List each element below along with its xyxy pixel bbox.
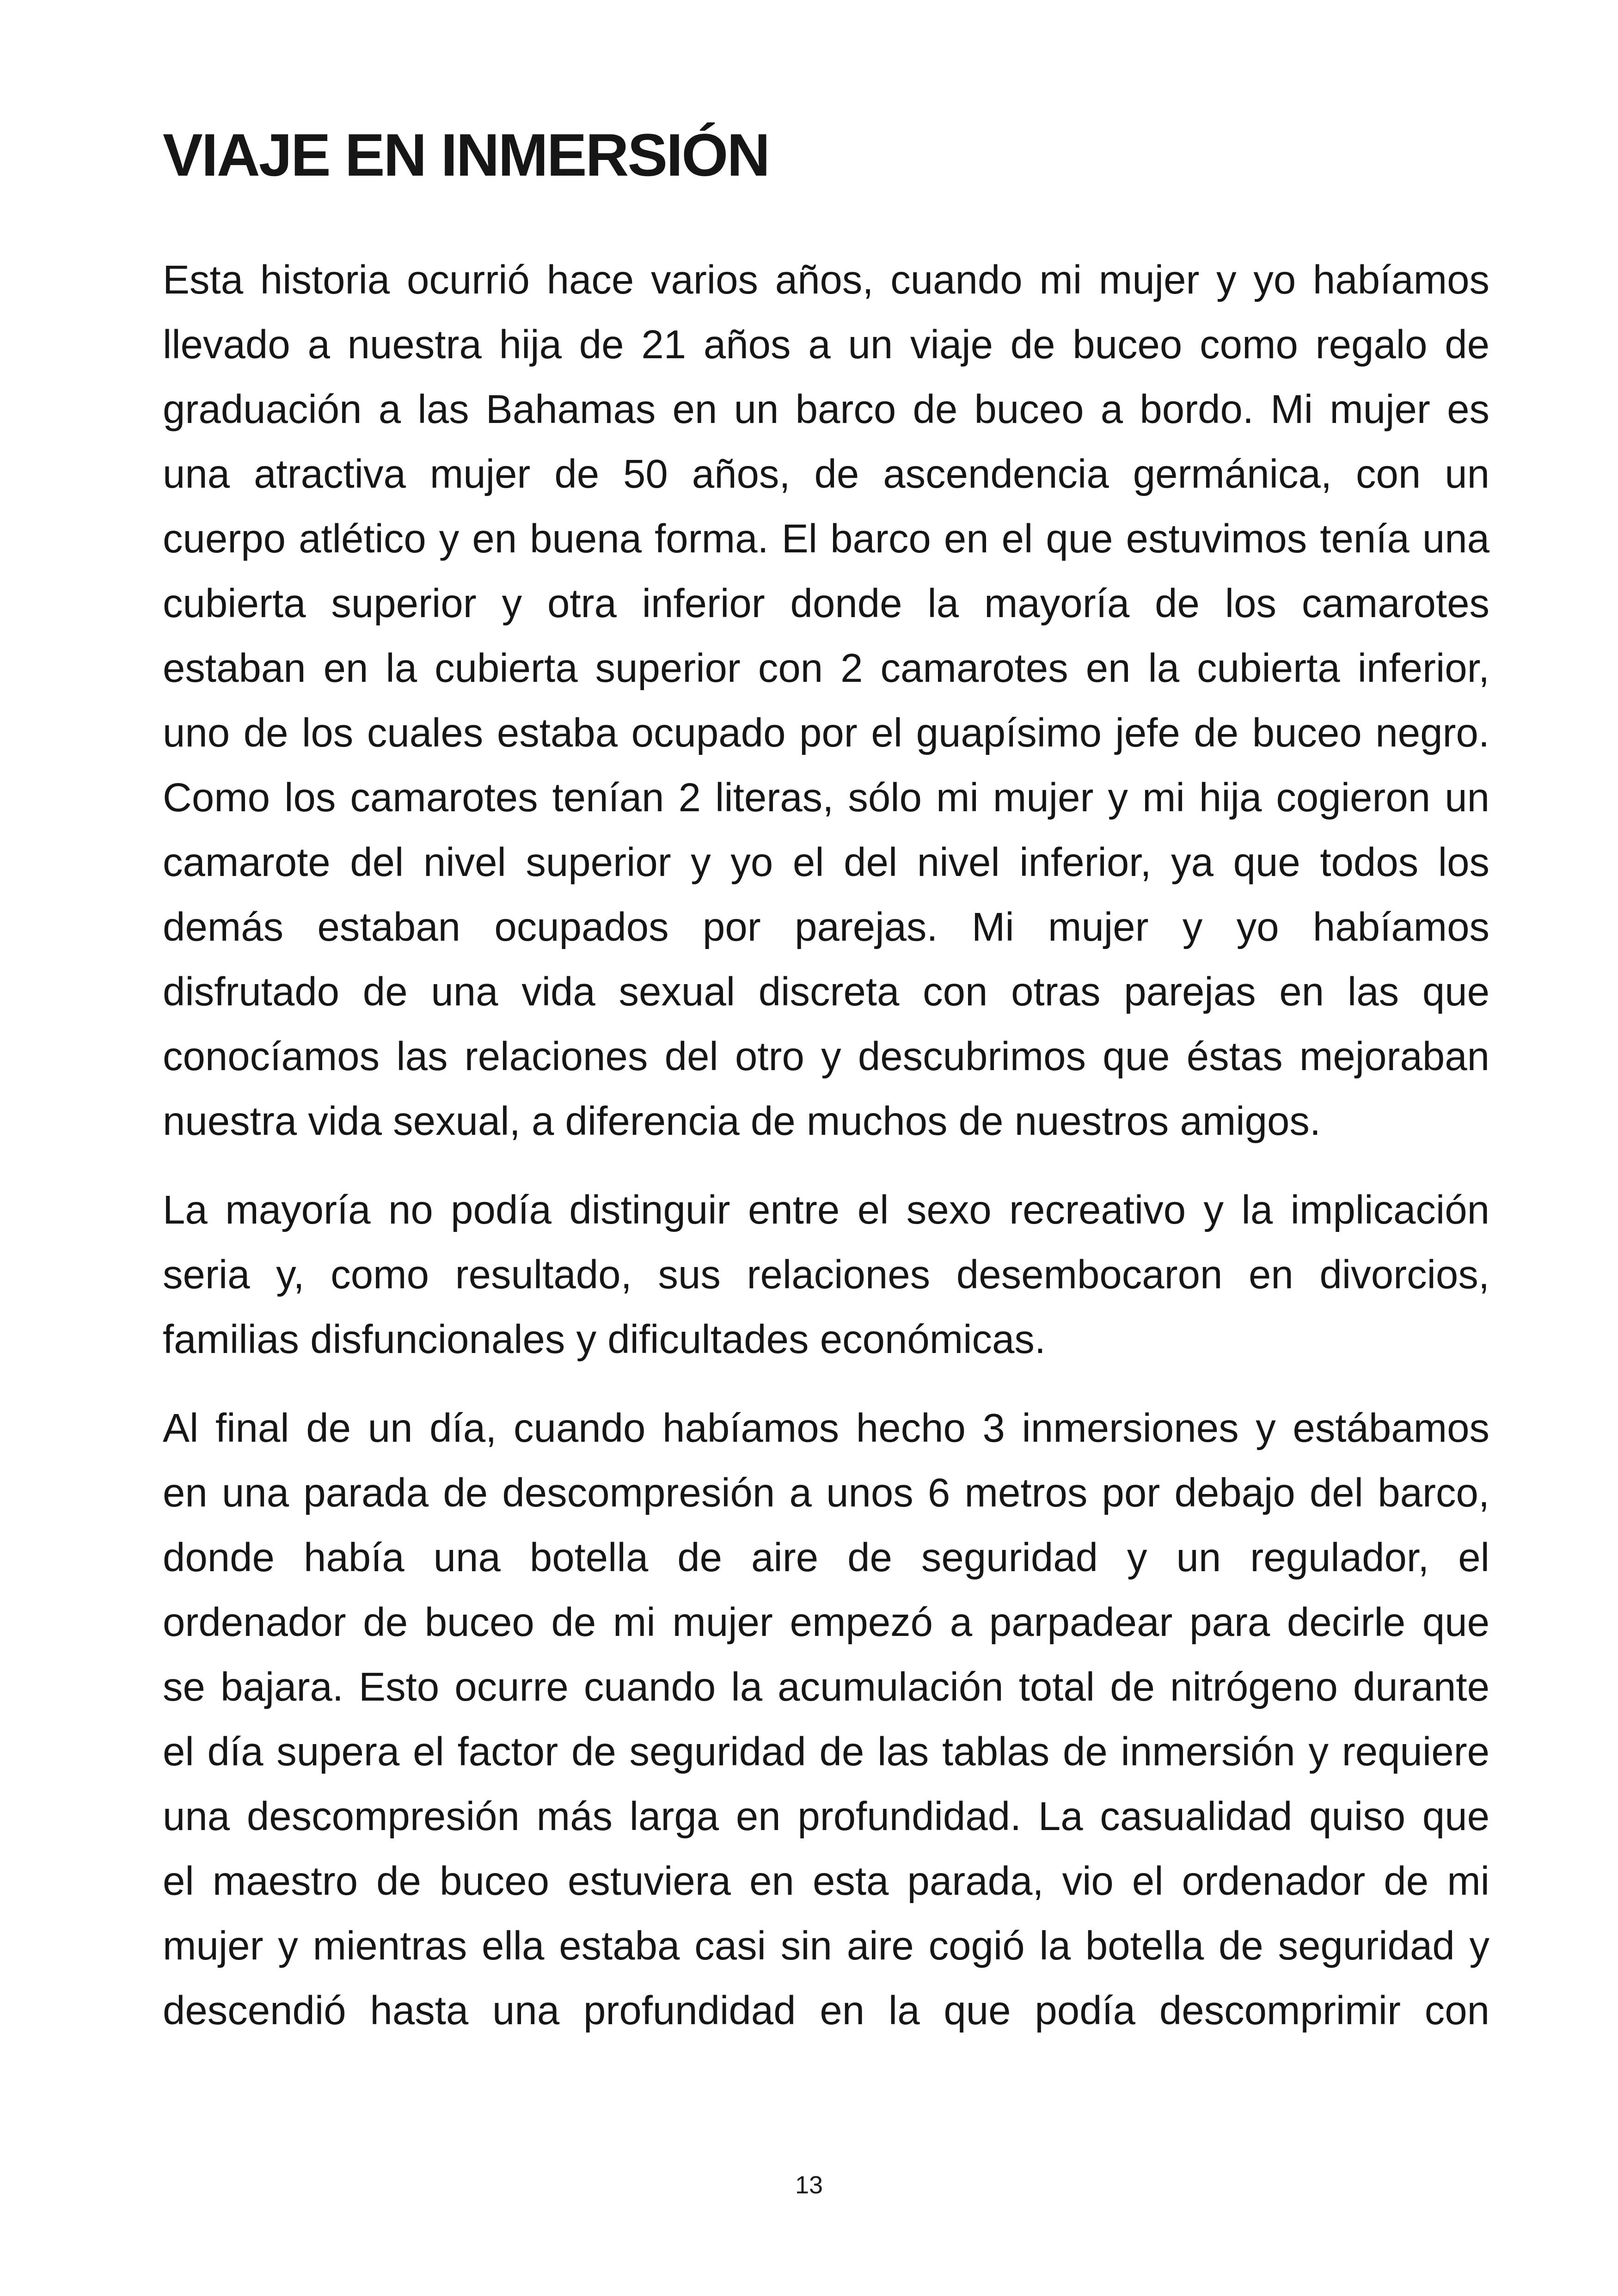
text-line: cubierta superior y otra inferior donde la mayoría de los camarotes: [163, 581, 1489, 626]
text-line: una atractiva mujer de 50 años, de ascendencia germánica, con un: [163, 452, 1489, 496]
text-line: Al final de un día, cuando habíamos hecho 3 inmersiones y estábamos: [163, 1406, 1489, 1451]
text-line: cuerpo atlético y en buena forma. El barco en el que estuvimos tenía una: [163, 516, 1489, 561]
text-line: familias disfuncionales y dificultades económicas.: [163, 1317, 1046, 1362]
text-line: descendió hasta una profundidad en la que podía descomprimir con: [163, 1988, 1489, 2033]
text-line: en una parada de descompresión a unos 6 metros por debajo del barco,: [163, 1470, 1489, 1515]
text-line: Como los camarotes tenían 2 literas, sólo mi mujer y mi hija cogieron un: [163, 775, 1489, 820]
text-line: disfrutado de una vida sexual discreta con otras parejas en las que: [163, 969, 1489, 1014]
paragraph-2: [163, 1178, 1489, 1372]
text-line: camarote del nivel superior y yo el del nivel inferior, ya que todos los: [163, 840, 1489, 885]
text-line: uno de los cuales estaba ocupado por el guapísimo jefe de buceo negro.: [163, 710, 1489, 755]
paragraph-1: [163, 248, 1489, 1154]
text-line: mujer y mientras ella estaba casi sin aire cogió la botella de seguridad y: [163, 1923, 1489, 1968]
text-line: graduación a las Bahamas en un barco de buceo a bordo. Mi mujer es: [163, 387, 1489, 432]
page-number: 13: [795, 2171, 823, 2199]
text-line: demás estaban ocupados por parejas. Mi mujer y yo habíamos: [163, 905, 1489, 949]
text-line: ordenador de buceo de mi mujer empezó a parpadear para decirle que: [163, 1600, 1489, 1645]
text-line: seria y, como resultado, sus relaciones desembocaron en divorcios,: [163, 1252, 1489, 1297]
text-line: nuestra vida sexual, a diferencia de muchos de nuestros amigos.: [163, 1099, 1321, 1144]
paragraph-3: [163, 1396, 1489, 2043]
text-line: La mayoría no podía distinguir entre el sexo recreativo y la implicación: [163, 1188, 1489, 1232]
text-line: se bajara. Esto ocurre cuando la acumulación total de nitrógeno durante: [163, 1665, 1489, 1709]
text-line: estaban en la cubierta superior con 2 camarotes en la cubierta inferior,: [163, 646, 1489, 691]
text-line: conocíamos las relaciones del otro y descubrimos que éstas mejoraban: [163, 1034, 1489, 1079]
chapter-body: [163, 248, 1489, 2043]
text-line: donde había una botella de aire de seguridad y un regulador, el: [163, 1535, 1489, 1580]
text-line: el día supera el factor de seguridad de las tablas de inmersión y requiere: [163, 1729, 1489, 1774]
text-line: una descompresión más larga en profundidad. La casualidad quiso que: [163, 1794, 1489, 1839]
text-line: el maestro de buceo estuviera en esta parada, vio el ordenador de mi: [163, 1859, 1489, 1904]
chapter-title: VIAJE EN INMERSIÓN: [163, 121, 769, 189]
text-line: Esta historia ocurrió hace varios años, cuando mi mujer y yo habíamos: [163, 257, 1489, 302]
text-line: llevado a nuestra hija de 21 años a un viaje de buceo como regalo de: [163, 322, 1489, 367]
